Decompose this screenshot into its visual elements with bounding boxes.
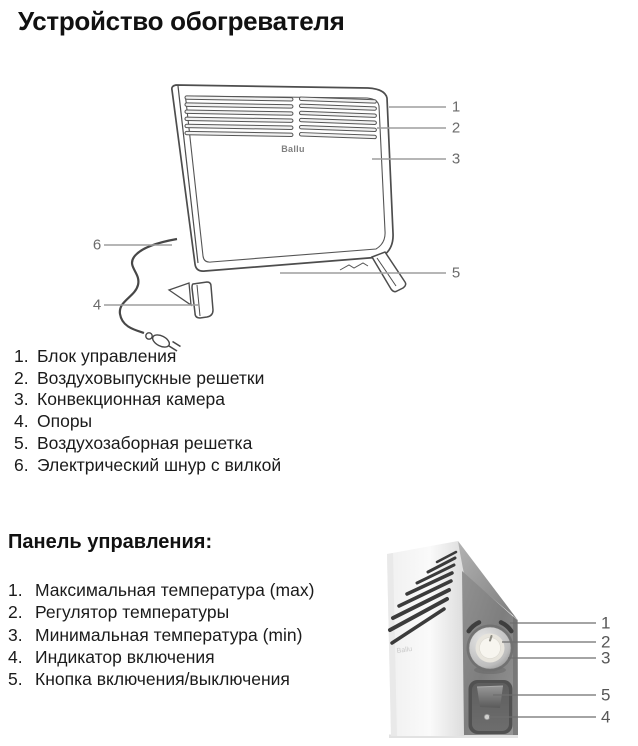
power-indicator-light [484,714,489,719]
device-legend [14,346,281,476]
list-item: 2. Воздуховыпускные решетки [14,367,265,388]
heater-side-photo [387,541,518,738]
brand-watermark: Ballu [396,645,413,655]
callout-6: 6 [92,236,102,254]
power-switch[interactable] [469,680,513,734]
photo-callout-5: 5 [601,685,611,705]
list-item: 5. Воздухозаборная решетка [14,432,253,453]
photo-callout-2: 2 [601,632,611,652]
callout-5: 5 [451,264,461,282]
list-item: 2. Регулятор температуры [8,602,230,623]
control-panel-heading: Панель управления: [8,531,213,553]
list-item: 1. Максимальная температура (max) [8,580,315,600]
device-diagram-figure [60,60,490,358]
list-item: 4. Индикатор включения [8,646,215,667]
callout-4: 4 [92,296,102,314]
control-panel-photo [378,538,618,744]
callout-1: 1 [451,98,461,116]
knob-pointer [490,636,492,641]
list-item: 3. Конвекционная камера [14,389,226,410]
page-title: Устройство обогревателя [18,6,345,36]
list-item: 1. Блок управления [14,346,177,366]
photo-callout-1: 1 [601,613,611,633]
brand-logo: Ballu [281,144,305,154]
control-panel-legend [8,579,314,690]
heater-illustration [120,85,406,351]
list-item: 4. Опоры [14,411,93,432]
list-item: 5. Кнопка включения/выключения [8,669,290,690]
photo-callout-3: 3 [601,648,611,668]
power-cord [120,239,177,333]
callout-2: 2 [451,119,461,137]
list-item: 6. Электрический шнур с вилкой [14,454,282,475]
callout-3: 3 [451,150,461,168]
photo-callout-4: 4 [601,707,611,727]
list-item: 3. Минимальная температура (min) [8,624,303,645]
